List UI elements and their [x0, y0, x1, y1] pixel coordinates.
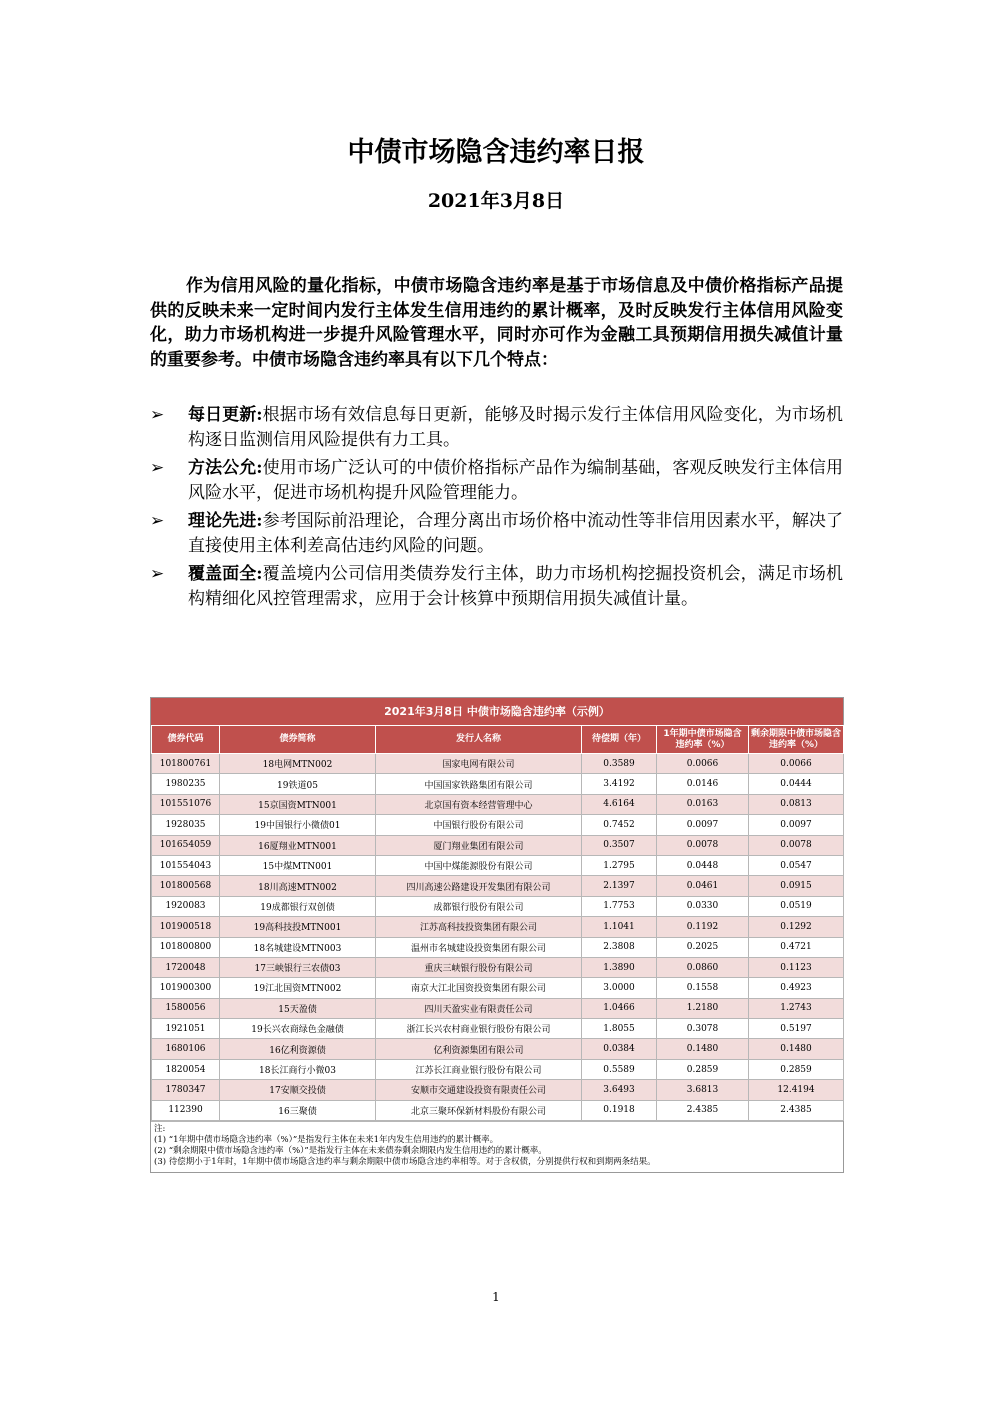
feature-item — [150, 456, 843, 506]
feature-heading: 覆盖面全: — [188, 564, 263, 584]
table-cell: 15中煤MTN001 — [220, 855, 376, 875]
table-cell: 0.0384 — [582, 1039, 657, 1059]
table-cell: 12.4194 — [749, 1080, 844, 1100]
note-line: (2) “剩余期限中债市场隐含违约率（%）”是指发行主体在未来债券剩余期限内发生信用违约的累计概率。 — [154, 1146, 547, 1157]
note-line: (3) 待偿期小于1年时，1年期中债市场隐含违约率与剩余期限中债市场隐含违约率相等。对于含权债，分别提供行权和到期两条结果。 — [154, 1157, 656, 1168]
table-cell: 0.0461 — [657, 876, 749, 896]
arrow-bullet-icon: ➢ — [150, 564, 165, 584]
table-cell: 厦门翔业集团有限公司 — [376, 835, 582, 855]
table-cell: 1928035 — [152, 815, 220, 835]
table-row — [152, 815, 844, 835]
table-cell: 1.2180 — [657, 998, 749, 1018]
table-cell: 0.1192 — [657, 917, 749, 937]
table-cell: 0.0915 — [749, 876, 844, 896]
table-cell: 国家电网有限公司 — [376, 754, 582, 774]
table-cell: 101800761 — [152, 754, 220, 774]
table-caption: 2021年3月8日 中债市场隐含违约率（示例） — [151, 698, 843, 725]
table-header-row — [152, 726, 844, 754]
report-date: 2021年3月8日 — [427, 190, 565, 212]
table-cell: 18长江商行小微03 — [220, 1059, 376, 1079]
table-cell: 0.0066 — [749, 754, 844, 774]
table-row — [152, 794, 844, 814]
table-cell: 4.6164 — [582, 794, 657, 814]
table-cell: 1.0466 — [582, 998, 657, 1018]
page-number: 1 — [492, 1290, 500, 1304]
table-cell: 0.1918 — [582, 1100, 657, 1120]
feature-item — [150, 509, 843, 559]
table-cell: 0.7452 — [582, 815, 657, 835]
table-cell: 江苏高科技投资集团有限公司 — [376, 917, 582, 937]
table-cell: 安顺市交通建设投资有限责任公司 — [376, 1080, 582, 1100]
page-title: 中债市场隐含违约率日报 — [347, 137, 645, 168]
table-row — [152, 957, 844, 977]
table-cell: 19成都银行双创债 — [220, 896, 376, 916]
feature-list — [150, 403, 843, 615]
table-cell: 18电网MTN002 — [220, 754, 376, 774]
column-header: 待偿期（年） — [582, 726, 657, 754]
table-cell: 0.4721 — [749, 937, 844, 957]
table-cell: 0.1123 — [749, 957, 844, 977]
feature-item — [150, 562, 843, 612]
table-cell: 0.0448 — [657, 855, 749, 875]
note-line: (1) “1年期中债市场隐含违约率（%）”是指发行主体在未来1年内发生信用违约的累计概率。 — [154, 1135, 499, 1146]
table-cell: 15天盈债 — [220, 998, 376, 1018]
table-cell: 四川天盈实业有限责任公司 — [376, 998, 582, 1018]
table-cell: 0.3589 — [582, 754, 657, 774]
table-cell: 1980235 — [152, 774, 220, 794]
column-header: 1年期中债市场隐含违约率（%） — [657, 726, 749, 754]
table-cell: 0.1292 — [749, 917, 844, 937]
table-row — [152, 937, 844, 957]
table-cell: 0.5589 — [582, 1059, 657, 1079]
table-cell: 101800800 — [152, 937, 220, 957]
table-cell: 1.3890 — [582, 957, 657, 977]
table-cell: 16三聚债 — [220, 1100, 376, 1120]
table-cell: 0.3078 — [657, 1019, 749, 1039]
table-notes — [151, 1121, 843, 1172]
table-cell: 1.2743 — [749, 998, 844, 1018]
table-cell: 1580056 — [152, 998, 220, 1018]
table-cell: 0.0066 — [657, 754, 749, 774]
table-cell: 0.5197 — [749, 1019, 844, 1039]
table-cell: 2.1397 — [582, 876, 657, 896]
intro-paragraph: 作为信用风险的量化指标，中债市场隐含违约率是基于市场信息及中债价格指标产品提供的反映未来一定时间内发行主体发生信用违约的累计概率，及时反映发行主体信用风险变化，助力市场机构进一步提升风险管理水平，同时亦可作为金融工具预期信用损失减值计量的重要参考。中债市场隐含违约率具有以下几个特点： — [150, 276, 843, 370]
table-cell: 101654059 — [152, 835, 220, 855]
table-cell: 2.4385 — [749, 1100, 844, 1120]
table-cell: 112390 — [152, 1100, 220, 1120]
table-row — [152, 754, 844, 774]
table-cell: 0.4923 — [749, 978, 844, 998]
table-cell: 1780347 — [152, 1080, 220, 1100]
table-cell: 0.1480 — [749, 1039, 844, 1059]
table-cell: 18川高速MTN002 — [220, 876, 376, 896]
table-cell: 17三峡银行三农债03 — [220, 957, 376, 977]
table-cell: 北京国有资本经营管理中心 — [376, 794, 582, 814]
table-row — [152, 835, 844, 855]
table-cell: 16亿利资源债 — [220, 1039, 376, 1059]
table-cell: 中国中煤能源股份有限公司 — [376, 855, 582, 875]
table-row — [152, 855, 844, 875]
column-header: 发行人名称 — [376, 726, 582, 754]
table-cell: 19江北国资MTN002 — [220, 978, 376, 998]
table-cell: 0.1480 — [657, 1039, 749, 1059]
table-cell: 温州市名城建设投资集团有限公司 — [376, 937, 582, 957]
arrow-bullet-icon: ➢ — [150, 405, 165, 425]
table-cell: 2.3808 — [582, 937, 657, 957]
table-cell: 0.0547 — [749, 855, 844, 875]
table-cell: 1921051 — [152, 1019, 220, 1039]
table-cell: 18名城建设MTN003 — [220, 937, 376, 957]
table-row — [152, 774, 844, 794]
feature-heading: 每日更新: — [188, 405, 263, 425]
table-cell: 101800568 — [152, 876, 220, 896]
arrow-bullet-icon: ➢ — [150, 458, 165, 478]
table-row — [152, 917, 844, 937]
table-cell: 19铁道05 — [220, 774, 376, 794]
table-cell: 15京国资MTN001 — [220, 794, 376, 814]
table-cell: 0.0519 — [749, 896, 844, 916]
feature-item — [150, 403, 843, 453]
arrow-bullet-icon: ➢ — [150, 511, 165, 531]
table-cell: 江苏长江商业银行股份有限公司 — [376, 1059, 582, 1079]
table-cell: 0.3507 — [582, 835, 657, 855]
table-cell: 3.4192 — [582, 774, 657, 794]
note-line: 注: — [154, 1124, 166, 1135]
table-cell: 1680106 — [152, 1039, 220, 1059]
table-cell: 浙江长兴农村商业银行股份有限公司 — [376, 1019, 582, 1039]
table-cell: 3.6813 — [657, 1080, 749, 1100]
table-cell: 0.0813 — [749, 794, 844, 814]
feature-text: 覆盖境内公司信用类债券发行主体，助力市场机构挖掘投资机会，满足市场机构精细化风控管理需求，应用于会计核算中预期信用损失减值计量。 — [188, 564, 843, 609]
table-row — [152, 978, 844, 998]
table-row — [152, 1039, 844, 1059]
table-cell: 南京大江北国资投资集团有限公司 — [376, 978, 582, 998]
table-cell: 重庆三峡银行股份有限公司 — [376, 957, 582, 977]
feature-text: 使用市场广泛认可的中债价格指标产品作为编制基础，客观反映发行主体信用风险水平，促进市场机构提升风险管理能力。 — [188, 458, 843, 503]
table-cell: 中国国家铁路集团有限公司 — [376, 774, 582, 794]
table-cell: 1720048 — [152, 957, 220, 977]
feature-heading: 方法公允: — [188, 458, 263, 478]
table-body — [152, 754, 844, 1121]
table-cell: 0.0097 — [657, 815, 749, 835]
table-cell: 3.0000 — [582, 978, 657, 998]
table-cell: 0.0330 — [657, 896, 749, 916]
table-cell: 1820054 — [152, 1059, 220, 1079]
table-cell: 101554043 — [152, 855, 220, 875]
table-row — [152, 998, 844, 1018]
table-cell: 中国银行股份有限公司 — [376, 815, 582, 835]
table-cell: 成都银行股份有限公司 — [376, 896, 582, 916]
column-header: 剩余期限中债市场隐含违约率（%） — [749, 726, 844, 754]
default-rate-table — [151, 725, 844, 1121]
column-header: 债券代码 — [152, 726, 220, 754]
table-cell: 0.2025 — [657, 937, 749, 957]
feature-heading: 理论先进: — [188, 511, 263, 531]
table-cell: 0.0444 — [749, 774, 844, 794]
table-cell: 101900518 — [152, 917, 220, 937]
table-cell: 0.0860 — [657, 957, 749, 977]
table-cell: 1920083 — [152, 896, 220, 916]
table-row — [152, 896, 844, 916]
table-cell: 1.1041 — [582, 917, 657, 937]
table-cell: 2.4385 — [657, 1100, 749, 1120]
column-header: 债券简称 — [220, 726, 376, 754]
table-cell: 北京三聚环保新材料股份有限公司 — [376, 1100, 582, 1120]
feature-text: 根据市场有效信息每日更新，能够及时揭示发行主体信用风险变化，为市场机构逐日监测信用风险提供有力工具。 — [188, 405, 843, 450]
table-cell: 101551076 — [152, 794, 220, 814]
table-cell: 0.2859 — [749, 1059, 844, 1079]
table-row — [152, 1059, 844, 1079]
table-row — [152, 1080, 844, 1100]
table-cell: 1.2795 — [582, 855, 657, 875]
table-row — [152, 1019, 844, 1039]
table-row — [152, 1100, 844, 1120]
table-cell: 0.2859 — [657, 1059, 749, 1079]
table-cell: 0.0163 — [657, 794, 749, 814]
table-cell: 0.0078 — [749, 835, 844, 855]
table-cell: 17安顺交投债 — [220, 1080, 376, 1100]
feature-text: 参考国际前沿理论，合理分离出市场价格中流动性等非信用因素水平，解决了直接使用主体利差高估违约风险的问题。 — [188, 511, 843, 556]
table-cell: 3.6493 — [582, 1080, 657, 1100]
table-cell: 亿利资源集团有限公司 — [376, 1039, 582, 1059]
table-cell: 16厦翔业MTN001 — [220, 835, 376, 855]
table-cell: 1.7753 — [582, 896, 657, 916]
table-cell: 四川高速公路建设开发集团有限公司 — [376, 876, 582, 896]
table-cell: 101900300 — [152, 978, 220, 998]
table-cell: 19长兴农商绿色金融债 — [220, 1019, 376, 1039]
table-cell: 19中国银行小微债01 — [220, 815, 376, 835]
default-rate-table-panel — [150, 697, 844, 1173]
table-cell: 0.0078 — [657, 835, 749, 855]
table-cell: 0.0097 — [749, 815, 844, 835]
table-cell: 1.8055 — [582, 1019, 657, 1039]
table-cell: 0.0146 — [657, 774, 749, 794]
table-row — [152, 876, 844, 896]
table-cell: 0.1558 — [657, 978, 749, 998]
table-cell: 19高科技投MTN001 — [220, 917, 376, 937]
